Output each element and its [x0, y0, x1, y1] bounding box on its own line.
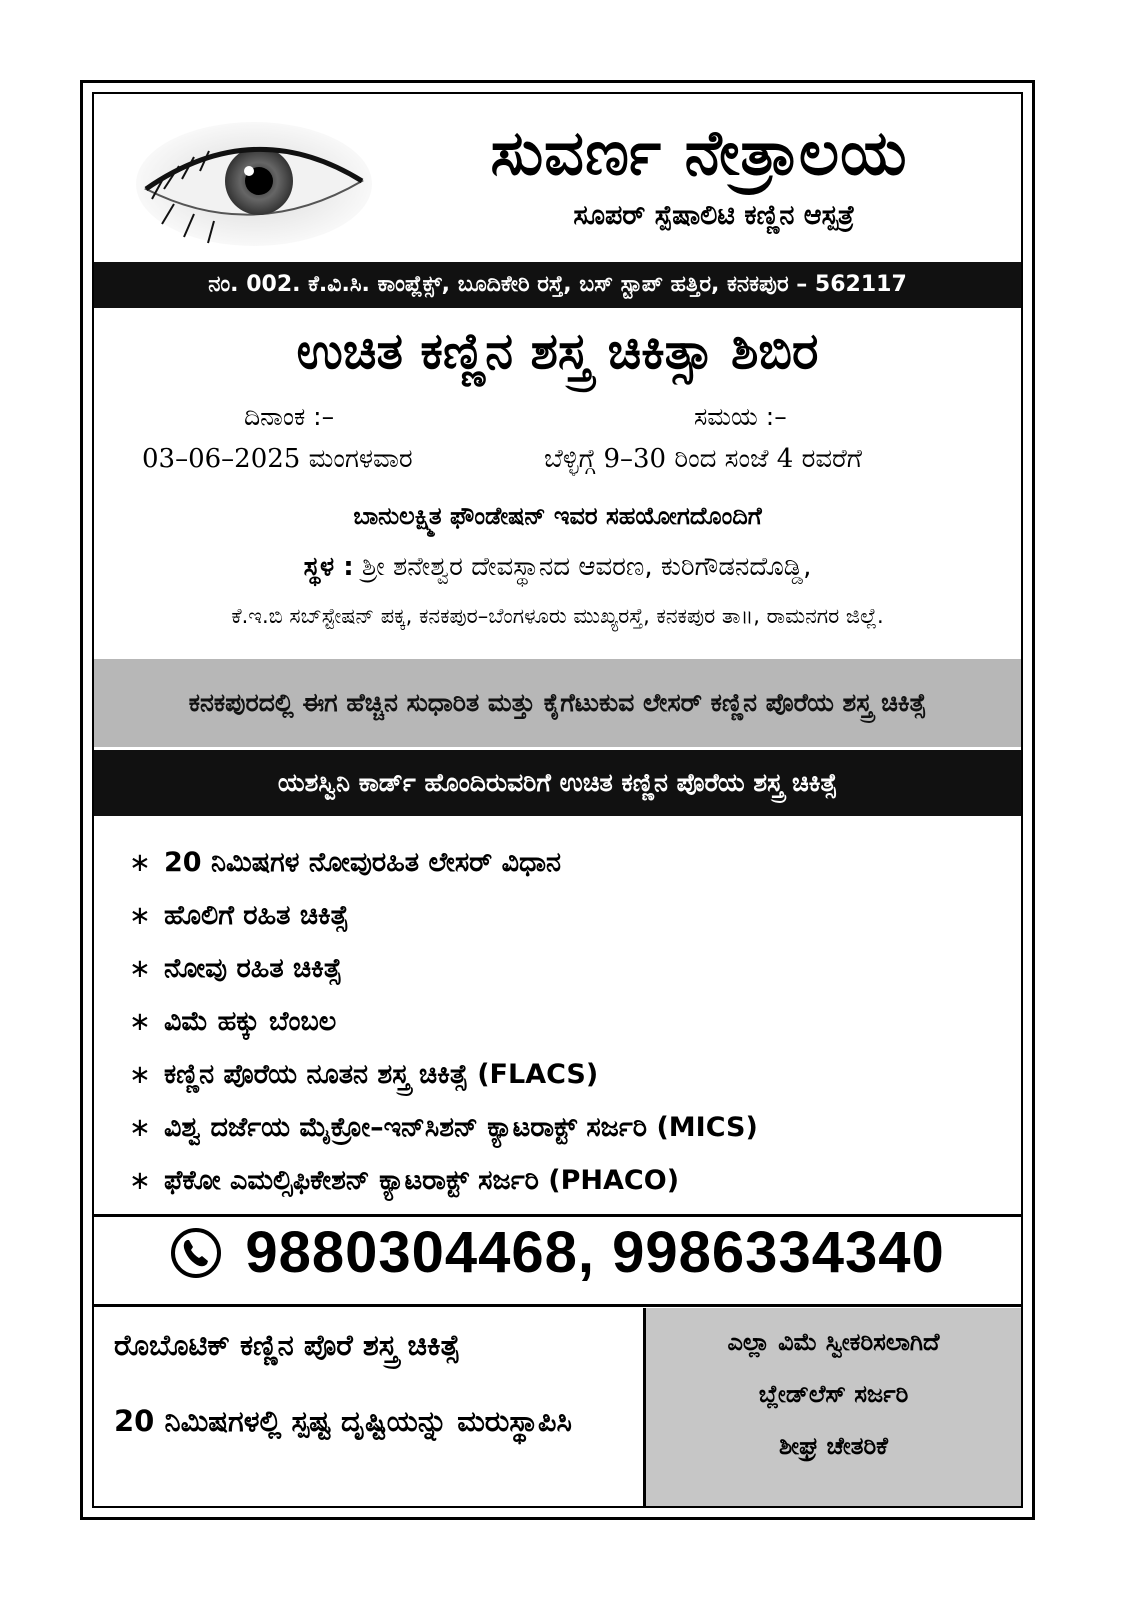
- feature-text: ಕಣ್ಣಿನ ಪೊರೆಯ ನೂತನ ಶಸ್ತ್ರ ಚಿಕಿತ್ಸೆ (FLACS): [164, 1058, 599, 1090]
- eye-photo-icon: [134, 119, 374, 249]
- bottom-section: [94, 1308, 1021, 1506]
- feature-text: ಫೆಕೋ ಎಮಲ್ಸಿಫಿಕೇಶನ್ ಕ್ಯಾಟರಾಕ್ಟ್ ಸರ್ಜರಿ (PHACO): [164, 1164, 680, 1196]
- asterisk-icon: ∗: [129, 847, 151, 878]
- feature-list: [129, 836, 1009, 1207]
- insurance-line-2: ಬ್ಲೇಡ್‌ಲೆಸ್ ಸರ್ಜರಿ: [758, 1380, 909, 1408]
- black-banner: ಯಶಸ್ವಿನಿ ಕಾರ್ಡ್ ಹೊಂದಿರುವರಿಗೆ ಉಚಿತ ಕಣ್ಣಿನ ಪೊರೆಯ ಶಸ್ತ್ರ ಚಿಕಿತ್ಸೆ: [94, 750, 1021, 816]
- poster-inner-border: [92, 92, 1023, 1508]
- hospital-subtitle: ಸೂಪರ್ ಸ್ಪೆಷಾಲಿಟಿ ಕಣ್ಣಿನ ಆಸ್ಪತ್ರೆ: [573, 200, 855, 231]
- insurance-line-1: ಎಲ್ಲಾ ವಿಮೆ ಸ್ವೀಕರಿಸಲಾಗಿದೆ: [727, 1328, 940, 1356]
- phone-row: [94, 1219, 1021, 1301]
- header: [94, 94, 1021, 264]
- list-item: [129, 1101, 1009, 1154]
- list-item: [129, 1048, 1009, 1101]
- robotic-line-2: 20 ನಿಮಿಷಗಳಲ್ಲಿ ಸ್ಪಷ್ಟ ದೃಷ್ಟಿಯನ್ನು ಮರುಸ್ಥಾಪಿಸಿ: [114, 1404, 572, 1438]
- list-item: [129, 1154, 1009, 1207]
- gray-banner: ಕನಕಪುರದಲ್ಲಿ ಈಗ ಹೆಚ್ಚಿನ ಸುಧಾರಿತ ಮತ್ತು ಕೈಗೆಟುಕುವ ಲೇಸರ್ ಕಣ್ಣಿನ ಪೊರೆಯ ಶಸ್ತ್ರ ಚಿಕಿತ್ಸೆ: [94, 659, 1021, 747]
- feature-text: ಹೊಲಿಗೆ ರಹಿತ ಚಿಕಿತ್ಸೆ: [164, 899, 349, 931]
- feature-text: ವಿಮೆ ಹಕ್ಕು ಬೆಂಬಲ: [164, 1005, 337, 1037]
- robotic-line-1: ರೊಬೊಟಿಕ್ ಕಣ್ಣಿನ ಪೊರೆ ಶಸ್ತ್ರ ಚಿಕಿತ್ಸೆ: [114, 1328, 460, 1362]
- venue-label: ಸ್ಥಳ :: [303, 552, 354, 582]
- time-value: ಬೆಳ್ಳಿಗ್ಗೆ 9–30 ರಿಂದ ಸಂಜೆ 4 ರವರೆಗೆ: [544, 444, 862, 474]
- poster-outer-border: [80, 80, 1035, 1520]
- date-label: ದಿನಾಂಕ :–: [244, 402, 335, 431]
- venue-line-1: [94, 552, 1021, 583]
- insurance-line-3: ಶೀಘ್ರ ಚೇತರಿಕೆ: [779, 1432, 888, 1460]
- time-label: ಸಮಯ :–: [694, 402, 787, 431]
- list-item: [129, 995, 1009, 1048]
- date-value: 03–06–2025 ಮಂಗಳವಾರ: [142, 444, 413, 474]
- asterisk-icon: ∗: [129, 1165, 151, 1196]
- phone-icon: [170, 1227, 222, 1279]
- feature-text: ನೋವು ರಹಿತ ಚಿಕಿತ್ಸೆ: [164, 952, 342, 984]
- asterisk-icon: ∗: [129, 900, 151, 931]
- camp-title: ಉಚಿತ ಕಣ್ಣಿನ ಶಸ್ತ್ರ ಚಿಕಿತ್ಸಾ ಶಿಬಿರ: [296, 322, 819, 380]
- list-item: [129, 836, 1009, 889]
- asterisk-icon: ∗: [129, 1006, 151, 1037]
- foundation-note: ಬಾನುಲಕ್ಷ್ಮಿತ ಫೌಂಡೇಷನ್ ಇವರ ಸಹಯೋಗದೊಂದಿಗೆ: [353, 502, 762, 530]
- venue-address-1: ಶ್ರೀ ಶನೇಶ್ವರ ದೇವಸ್ಥಾನದ ಆವರಣ, ಕುರಿಗೌಡನದೊಡ್ಡಿ,: [361, 552, 812, 582]
- feature-text: 20 ನಿಮಿಷಗಳ ನೋವುರಹಿತ ಲೇಸರ್ ವಿಧಾನ: [164, 846, 561, 878]
- robotic-surgery-box: [94, 1308, 646, 1506]
- venue-line-2: ಕೆ.ಇ.ಬಿ ಸಬ್‌ಸ್ಟೇಷನ್ ಪಕ್ಕ, ಕನಕಪುರ–ಬೆಂಗಳೂರು ಮುಖ್ಯರಸ್ತೆ, ಕನಕಪುರ ತಾ॥, ರಾಮನಗರ ಜಿಲ್ಲೆ.: [231, 604, 884, 628]
- list-item: [129, 942, 1009, 995]
- asterisk-icon: ∗: [129, 1112, 151, 1143]
- asterisk-icon: ∗: [129, 953, 151, 984]
- feature-text: ವಿಶ್ವ ದರ್ಜೆಯ ಮೈಕ್ರೋ–ಇನ್‌ಸಿಶನ್ ಕ್ಯಾಟರಾಕ್ಟ್ ಸರ್ಜರಿ (MICS): [164, 1111, 758, 1143]
- hospital-name: ಸುವರ್ಣ ನೇತ್ರಾಲಯ: [490, 116, 908, 189]
- list-item: [129, 889, 1009, 942]
- insurance-box: [646, 1308, 1021, 1506]
- divider: [94, 1214, 1021, 1217]
- phone-numbers[interactable]: 9880304468, 9986334340: [245, 1220, 945, 1285]
- asterisk-icon: ∗: [129, 1059, 151, 1090]
- address-bar: ನಂ. 002. ಕೆ.ವಿ.ಸಿ. ಕಾಂಪ್ಲೆಕ್ಸ್, ಬೂದಿಕೇರಿ ರಸ್ತೆ, ಬಸ್ ಸ್ಟಾಪ್ ಹತ್ತಿರ, ಕನಕಪುರ – 562117: [94, 262, 1021, 308]
- divider: [94, 1304, 1021, 1307]
